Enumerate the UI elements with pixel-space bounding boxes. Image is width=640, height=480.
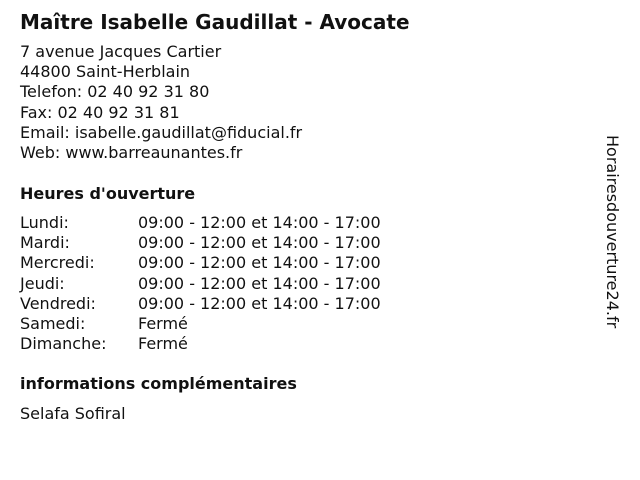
day-label: Jeudi: bbox=[20, 273, 65, 293]
website: Web: www.barreaunantes.fr bbox=[20, 143, 243, 163]
hours-heading: Heures d'ouverture bbox=[20, 184, 196, 203]
time-value: 09:00 - 12:00 et 14:00 - 17:00 bbox=[138, 213, 381, 232]
day-label: Lundi: bbox=[20, 213, 69, 232]
hours-row-friday bbox=[20, 294, 381, 314]
hours-row-tuesday bbox=[20, 233, 381, 253]
time-value: Fermé bbox=[138, 334, 188, 354]
hours-row-saturday bbox=[20, 314, 381, 334]
contact-block bbox=[20, 42, 302, 163]
time-value: 09:00 - 12:00 et 14:00 - 17:00 bbox=[138, 293, 381, 313]
hours-row-wednesday bbox=[20, 253, 381, 273]
business-title: Maître Isabelle Gaudillat - Avocate bbox=[20, 10, 410, 34]
hours-row-thursday bbox=[20, 274, 381, 294]
info-heading: informations complémentaires bbox=[20, 374, 297, 393]
city-address: 44800 Saint-Herblain bbox=[20, 62, 191, 82]
day-label: Samedi: bbox=[20, 313, 86, 333]
time-value: 09:00 - 12:00 et 14:00 - 17:00 bbox=[138, 253, 381, 273]
day-label: Dimanche: bbox=[20, 334, 107, 354]
site-brand-watermark: Horairesdouverture24.fr bbox=[603, 135, 622, 329]
time-value: Fermé bbox=[138, 313, 188, 333]
phone-number: Telefon: 02 40 92 31 80 bbox=[20, 82, 210, 102]
fax-number: Fax: 02 40 92 31 81 bbox=[20, 102, 180, 122]
street-address: 7 avenue Jacques Cartier bbox=[20, 42, 222, 61]
hours-row-sunday bbox=[20, 334, 381, 354]
hours-row-monday bbox=[20, 213, 381, 233]
day-label: Vendredi: bbox=[20, 293, 96, 313]
opening-hours-table bbox=[20, 213, 381, 354]
day-label: Mercredi: bbox=[20, 253, 95, 273]
info-text: Selafa Sofiral bbox=[20, 404, 126, 423]
time-value: 09:00 - 12:00 et 14:00 - 17:00 bbox=[138, 233, 381, 253]
email-address: Email: isabelle.gaudillat@fiducial.fr bbox=[20, 122, 303, 142]
time-value: 09:00 - 12:00 et 14:00 - 17:00 bbox=[138, 273, 381, 293]
day-label: Mardi: bbox=[20, 233, 70, 253]
